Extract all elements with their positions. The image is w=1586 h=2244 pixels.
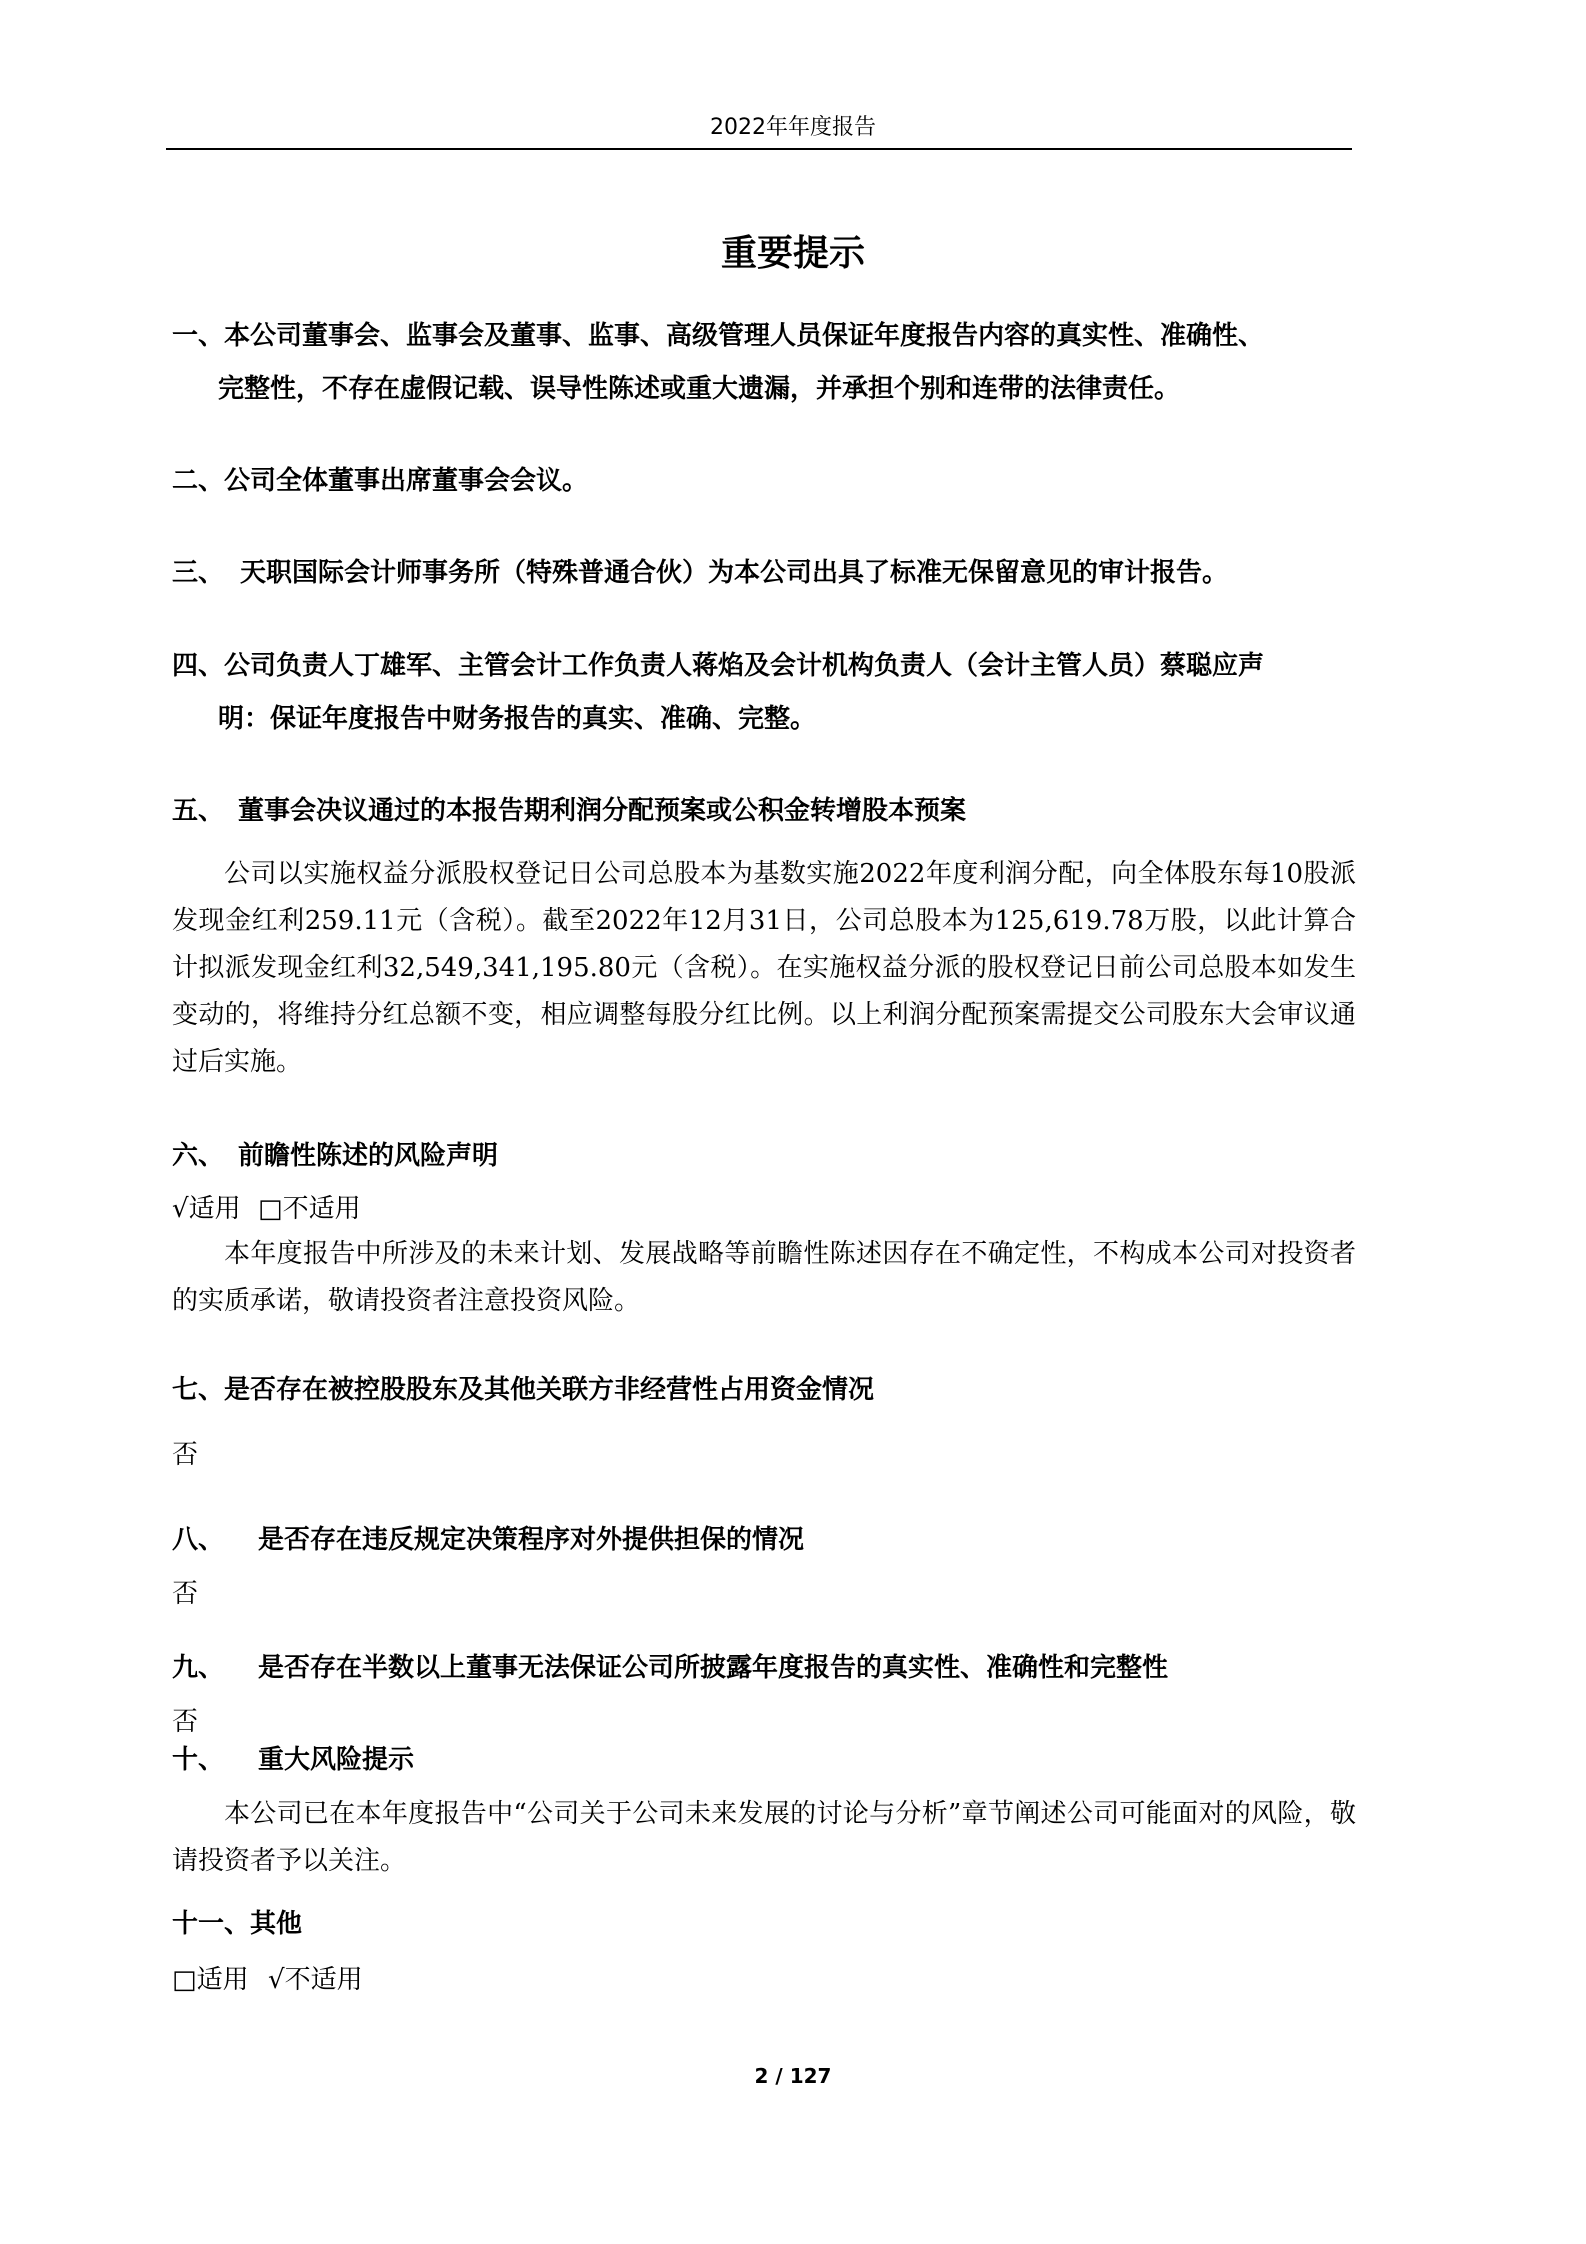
page-header: 2022年年度报告 — [710, 115, 876, 140]
section-3-label: 三、 — [172, 558, 225, 588]
section-6-check-applicable: √适用 — [172, 1194, 241, 1224]
section-10-title: 重大风险提示 — [258, 1745, 415, 1775]
section-11-label: 十一、 — [172, 1909, 251, 1939]
section-10-body: 本公司已在本年度报告中“公司关于公司未来发展的讨论与分析”章节阐述公司可能面对的风险，敬请投资者予以关注。 — [172, 1799, 1356, 1876]
section-2-heading — [172, 463, 588, 499]
section-8-heading — [172, 1522, 804, 1558]
section-6-title: 前瞻性陈述的风险声明 — [238, 1141, 499, 1171]
header-divider — [166, 148, 1352, 150]
section-9-answer: 否 — [172, 1707, 199, 1737]
section-5-body: 公司以实施权益分派股权登记日公司总股本为基数实施2022年度利润分配，向全体股东每10股派发现金红利259.11元（含税）。截至2022年12月31日，公司总股本为125,619.78万股，以此计算合计拟派发现金红利32,549,341,195.80元（含税）。在实施权益分派的股权登记日前公司总股本如发生变动的，将维持分红总额不变，相应调整每股分红比例。以上利润分配预案需提交公司股东大会审议通过后实施。 — [172, 859, 1356, 1077]
section-1-heading — [172, 318, 1264, 354]
section-7-title: 是否存在被控股股东及其他关联方非经营性占用资金情况 — [224, 1375, 875, 1405]
section-8-label: 八、 — [172, 1525, 225, 1555]
section-6-label: 六、 — [172, 1141, 225, 1171]
section-6-applicability — [172, 1191, 361, 1227]
section-10-heading — [172, 1742, 414, 1778]
section-2-label: 二、 — [172, 466, 225, 496]
section-4-text-line1: 公司负责人丁雄军、主管会计工作负责人蒋焰及会计机构负责人（会计主管人员）蔡聪应声 — [224, 651, 1265, 681]
section-8-title: 是否存在违反规定决策程序对外提供担保的情况 — [258, 1525, 805, 1555]
section-2-text: 公司全体董事出席董事会会议。 — [224, 466, 589, 496]
section-4-text-line2: 明：保证年度报告中财务报告的真实、准确、完整。 — [218, 704, 817, 734]
section-1-label: 一、 — [172, 321, 225, 351]
section-10-label: 十、 — [172, 1745, 225, 1775]
page-title: 重要提示 — [720, 233, 865, 274]
section-3-text: 天职国际会计师事务所（特殊普通合伙）为本公司出具了标准无保留意见的审计报告。 — [240, 558, 1229, 588]
section-6-body: 本年度报告中所涉及的未来计划、发展战略等前瞻性陈述因存在不确定性，不构成本公司对投资者的实质承诺，敬请投资者注意投资风险。 — [172, 1239, 1356, 1316]
section-6-check-not-applicable: □不适用 — [258, 1194, 361, 1224]
section-11-check-not-applicable: √不适用 — [268, 1965, 363, 1995]
section-5-heading — [172, 793, 966, 829]
section-5-title: 董事会决议通过的本报告期利润分配预案或公积金转增股本预案 — [238, 796, 967, 826]
section-7-label: 七、 — [172, 1375, 225, 1405]
section-7-heading — [172, 1372, 874, 1408]
section-1-text-line1: 本公司董事会、监事会及董事、监事、高级管理人员保证年度报告内容的真实性、准确性、 — [224, 321, 1265, 351]
section-9-heading — [172, 1650, 1168, 1686]
section-4-heading — [172, 648, 1264, 684]
section-6-heading — [172, 1138, 498, 1174]
section-8-answer: 否 — [172, 1579, 199, 1609]
section-5-label: 五、 — [172, 796, 225, 826]
section-4-label: 四、 — [172, 651, 225, 681]
section-3-heading — [172, 555, 1228, 591]
section-11-heading — [172, 1906, 302, 1942]
section-7-answer: 否 — [172, 1440, 199, 1470]
section-9-label: 九、 — [172, 1653, 225, 1683]
section-11-applicability — [172, 1962, 363, 1998]
section-11-title: 其他 — [250, 1909, 303, 1939]
section-9-title: 是否存在半数以上董事无法保证公司所披露年度报告的真实性、准确性和完整性 — [258, 1653, 1169, 1683]
page-number: 2 / 127 — [754, 2064, 832, 2088]
section-1-text-line2: 完整性，不存在虚假记载、误导性陈述或重大遗漏，并承担个别和连带的法律责任。 — [218, 374, 1181, 404]
section-11-check-applicable: □适用 — [172, 1965, 249, 1995]
